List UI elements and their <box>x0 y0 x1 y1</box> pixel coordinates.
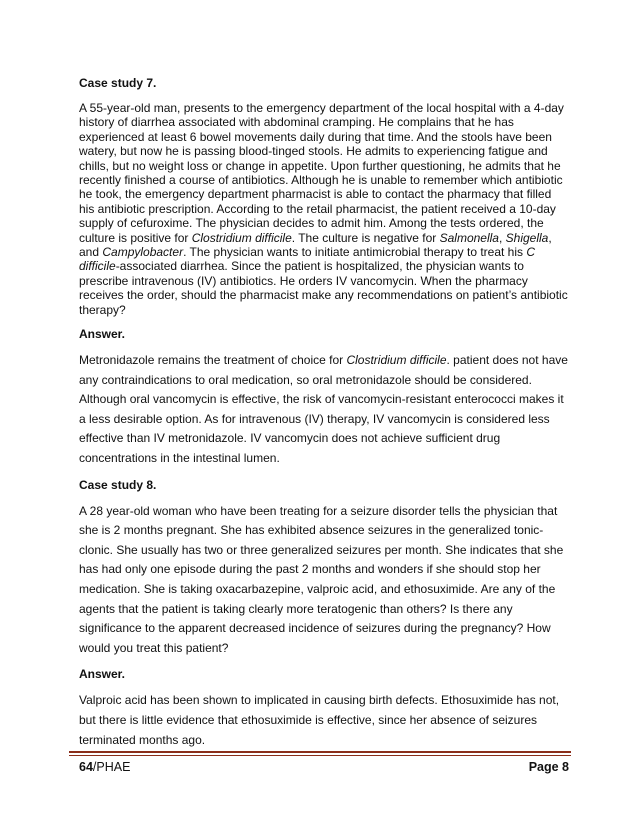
text-run: A 28 year-old woman who have been treating for a seizure disorder tells the physician that she is 2 months pregnant. She has exhibited absence seizures in the generalized tonic-clonic. She usually has two or three generalized seizures per month. She indicates that she has had only one episode during the past 2 months and wonders if she should stop her medication. She is taking oxacarbazepine, valproic acid, and ethosuximide. Are any of the agents that the patient is taking clearly more teratogenic than others? Is there any significance to the apparent decreased incidence of seizures during the pregnancy? How would you treat this patient? <box>79 503 564 655</box>
italic-term: Salmonella <box>439 230 499 245</box>
case8-answer-title: Answer. <box>79 667 126 682</box>
italic-term: C difficile <box>79 245 536 274</box>
page-number: Page 8 <box>528 760 569 774</box>
text-run: , <box>498 230 506 245</box>
text-run: . The culture is negative for <box>291 230 440 245</box>
italic-term: Campylobacter <box>102 245 184 260</box>
case7-answer-title: Answer. <box>79 327 126 342</box>
case7-title: Case study 7. <box>79 76 157 90</box>
text-run: Metronidazole remains the treatment of choice for <box>79 353 347 368</box>
text-run: . The physician wants to initiate antimicrobial therapy to treat his <box>183 245 527 260</box>
text-run: -associated diarrhea. Since the patient is hospitalized, the physician wants to prescribe intravenous (IV) antibiotics. He orders IV vancomycin. When the pharmacy receives the order, should the pharmacist make any recommendations on patient’s antibiotic therapy? <box>79 259 568 317</box>
footer-rule-thick <box>69 751 571 753</box>
case8-title: Case study 8. <box>79 477 157 492</box>
footer-rule-thin <box>69 755 571 756</box>
text-run: Valproic acid has been shown to implicated in causing birth defects. Ethosuximide has not, but there is little evidence that ethosuximide is effective, since her absence of seizures terminated months ago. <box>79 693 560 747</box>
course-code <box>79 760 130 774</box>
case8-body <box>79 502 569 659</box>
page-content <box>79 76 569 750</box>
case8-answer <box>79 691 569 750</box>
course-code-suffix: /PHAE <box>92 760 131 774</box>
text-run: A 55-year-old man, presents to the emergency department of the local hospital with a 4-day history of diarrhea associated with abdominal cramping. He complains that he has experienced at least 6 bowel movements daily during that time. And the stools have been watery, but now he is passing blood-tinged stools. He admits to experiencing fatigue and chills, but no weight loss or change in appetite. Upon further questioning, he admits that he recently finished a course of antibiotics. Although he is unable to remember which antibiotic he took, the emergency department pharmacist is able to contact the pharmacy that filled his antibiotic prescription. According to the retail pharmacist, the patient received a 10-day supply of cefuroxime. The physician decides to admit him. Among the tests ordered, the culture is positive for <box>79 101 564 245</box>
italic-term: Clostridium difficile <box>191 230 292 245</box>
course-code-number: 64 <box>79 760 93 774</box>
text-run: , and <box>79 230 552 260</box>
text-run: . patient does not have any contraindications to oral medication, so oral metronidazole should be considered. Although oral vancomycin is effective, the risk of vancomycin-resistant enterococci makes it a less desirable option. As for intravenous (IV) therapy, IV vancomycin is considered less effective than IV metronidazole. IV vancomycin does not achieve sufficient drug concentrations in the intestinal lumen. <box>79 353 568 466</box>
case7-body <box>79 101 569 317</box>
italic-term: Shigella <box>505 230 549 245</box>
case7-answer <box>79 351 569 469</box>
italic-term: Clostridium difficile <box>346 353 447 368</box>
